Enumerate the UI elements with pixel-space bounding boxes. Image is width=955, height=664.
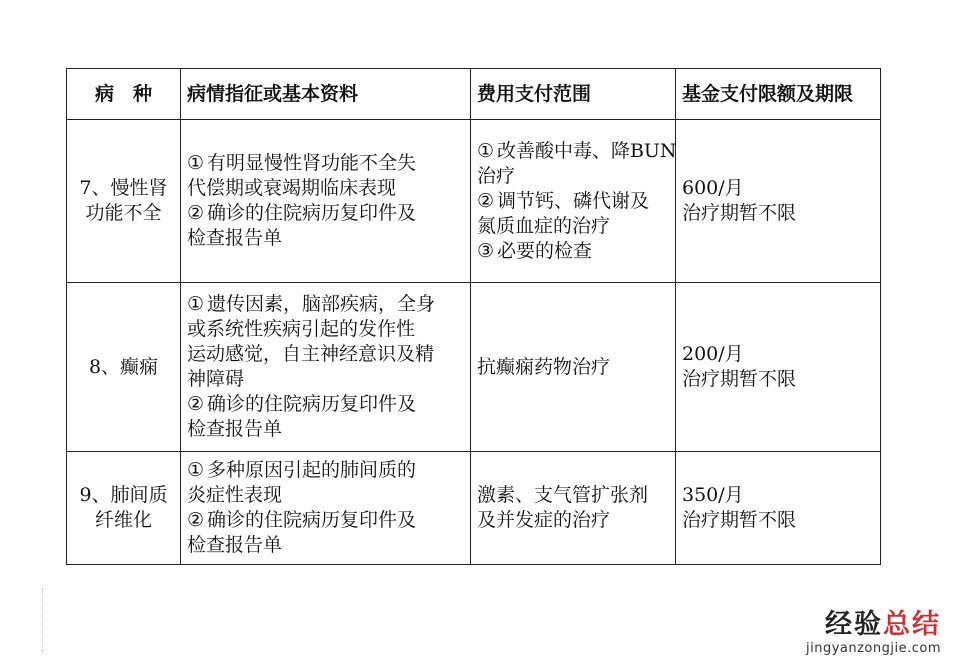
criteria-text: 有明显慢性肾功能不全失 — [206, 152, 416, 174]
criteria-line: 代偿期或衰竭期临床表现 — [187, 177, 397, 199]
header-scope: 费用支付范围 — [471, 69, 676, 120]
limit-period: 治疗期暂不限 — [682, 368, 797, 390]
criteria-text: 遗传因素，脑部疾病，全身 — [206, 293, 435, 315]
watermark-title — [806, 602, 941, 641]
scope-text: 必要的检查 — [496, 239, 592, 262]
criteria-line: 炎症性表现 — [187, 484, 283, 506]
item-number: ② — [477, 189, 495, 212]
criteria-cell — [181, 283, 471, 452]
table-row — [67, 120, 881, 283]
scope-line — [477, 239, 669, 264]
item-number: ① — [187, 152, 205, 174]
scope-text: 改善酸中毒、降BUN — [496, 139, 677, 162]
scope-line: 激素、支气管扩张剂 — [477, 484, 649, 506]
header-criteria: 病情指征或基本资料 — [181, 69, 471, 120]
criteria-line — [187, 392, 464, 417]
limit-amount: 600/月 — [682, 177, 744, 199]
criteria-line — [187, 201, 464, 226]
scope-cell — [471, 120, 676, 283]
criteria-line: 检查报告单 — [187, 418, 283, 440]
scope-line — [477, 189, 669, 214]
item-number: ② — [187, 393, 205, 415]
criteria-line: 运动感觉，自主神经意识及精 — [187, 343, 435, 365]
criteria-line: 或系统性疾病引起的发作性 — [187, 318, 416, 340]
item-number: ① — [187, 293, 205, 315]
scope-line: 及并发症的治疗 — [477, 509, 611, 531]
scope-line — [477, 139, 677, 164]
criteria-text: 确诊的住院病历复印件及 — [206, 393, 416, 415]
limit-cell — [676, 283, 881, 452]
policy-table — [66, 68, 881, 565]
scope-line: 氮质血症的治疗 — [477, 214, 611, 237]
criteria-cell — [181, 452, 471, 565]
criteria-cell — [181, 120, 471, 283]
scope-cell — [471, 283, 676, 452]
table-row — [67, 283, 881, 452]
item-number: ② — [187, 202, 205, 224]
header-disease: 病 种 — [67, 69, 181, 120]
criteria-line: 检查报告单 — [187, 227, 283, 249]
scope-cell — [471, 452, 676, 565]
criteria-text: 多种原因引起的肺间质的 — [206, 459, 416, 481]
watermark-url: jingyanzongjie.com — [805, 641, 941, 656]
criteria-line — [187, 458, 464, 483]
table-row — [67, 452, 881, 565]
criteria-text: 确诊的住院病历复印件及 — [206, 202, 416, 224]
scope-line: 治疗 — [477, 164, 516, 187]
limit-amount: 200/月 — [682, 343, 744, 365]
disease-line: 9、肺间质 — [79, 484, 168, 506]
limit-cell — [676, 452, 881, 565]
table-header-row — [67, 69, 881, 120]
disease-line: 纤维化 — [94, 509, 152, 531]
limit-amount: 350/月 — [682, 484, 744, 506]
disease-cell — [67, 452, 181, 565]
criteria-line — [187, 292, 464, 317]
limit-cell — [676, 120, 881, 283]
watermark-title-red: 总结 — [883, 609, 941, 640]
limit-period: 治疗期暂不限 — [682, 202, 797, 224]
watermark — [806, 602, 941, 656]
item-number: ② — [187, 509, 205, 531]
watermark-title-black: 经验 — [825, 609, 883, 640]
scan-artifact — [42, 588, 49, 652]
criteria-text: 确诊的住院病历复印件及 — [206, 509, 416, 531]
limit-period: 治疗期暂不限 — [682, 509, 797, 531]
criteria-line: 神障碍 — [187, 368, 245, 390]
scope-text: 调节钙、磷代谢及 — [496, 189, 649, 212]
item-number: ① — [477, 139, 495, 162]
disease-cell — [67, 120, 181, 283]
criteria-line — [187, 508, 464, 533]
disease-line: 功能不全 — [85, 202, 162, 224]
disease-line: 7、慢性肾 — [79, 177, 168, 199]
criteria-line — [187, 151, 464, 176]
scope-line: 抗癫痫药物治疗 — [477, 355, 611, 378]
disease-cell — [67, 283, 181, 452]
disease-line: 8、癫痫 — [88, 355, 159, 378]
criteria-line: 检查报告单 — [187, 534, 283, 556]
item-number: ① — [187, 459, 205, 481]
item-number: ③ — [477, 239, 495, 262]
header-limit: 基金支付限额及期限 — [676, 69, 881, 120]
